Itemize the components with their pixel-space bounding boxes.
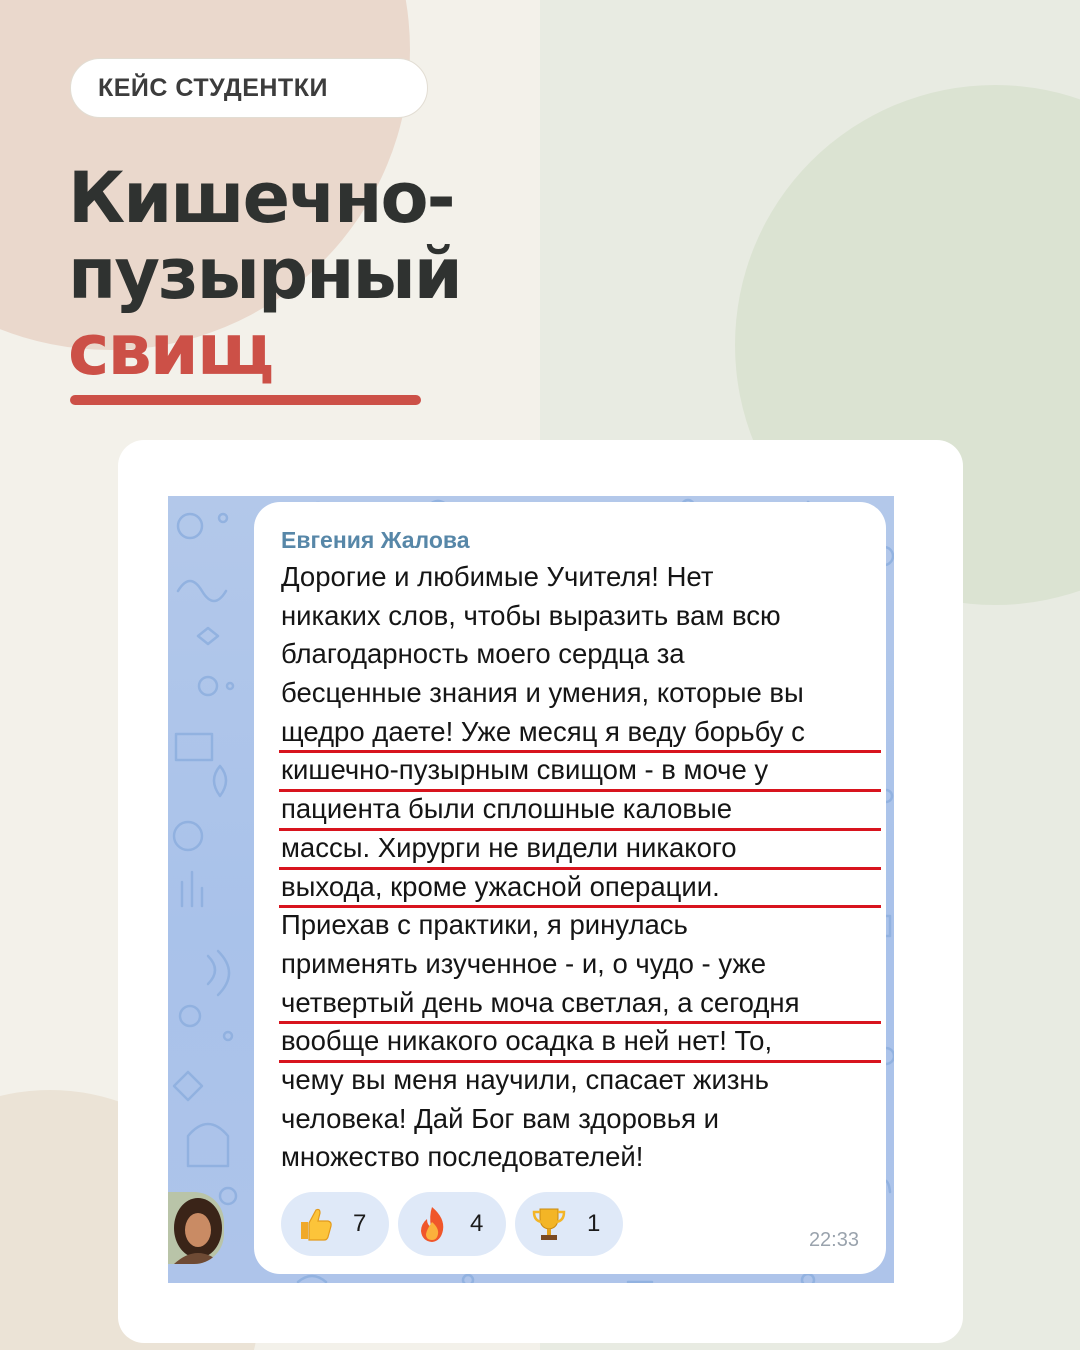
message-line: бесценные знания и умения, которые вы [281,677,804,709]
trophy-icon [529,1204,569,1244]
message-line: Дорогие и любимые Учителя! Нет [281,561,714,592]
message-line: пациента были сплошные каловые [281,790,881,829]
title-accent: свищ [68,309,273,391]
title-underline [70,395,421,405]
message-line: человека! Дай Бог вам здоровья и [281,1102,719,1134]
reactions-bar [281,1192,623,1256]
message-line: применять изученное - и, о чудо - уже [281,947,767,979]
message-line: благодарность моего сердца за [281,638,685,670]
message-line: вообще никакого осадка в ней нет! То, [281,1022,881,1061]
thumbs-up-icon [295,1204,335,1244]
page-title [68,157,461,391]
case-tag-label: КЕЙС СТУДЕНТКИ [98,73,328,102]
message-line: чему вы меня научили, спасает жизнь [281,1063,769,1095]
fire-icon [412,1204,452,1244]
message-line: массы. Хирурги не видели никакого [281,829,881,868]
message-line: выхода, кроме ужасной операции. [281,868,881,907]
reaction-count: 1 [587,1210,601,1237]
message-text [281,558,881,1177]
message-line: четвертый день моча светлая, а сегодня [281,984,881,1023]
message-line: щедро даете! Уже месяц я веду борьбу с [281,713,881,752]
message-line: никаких слов, чтобы выразить вам всю [281,599,781,631]
message-bubble [254,502,886,1274]
message-line: множество последователей! [281,1141,644,1173]
chat-screenshot [168,496,894,1283]
reaction-fire[interactable] [398,1192,506,1256]
message-line: кишечно-пузырным свищом - в моче у [281,751,881,790]
title-line-1: Кишечно- [68,157,454,239]
reaction-trophy[interactable] [515,1192,623,1256]
message-time: 22:33 [808,1229,859,1251]
title-line-2: пузырный [68,233,461,315]
message-line: Приехав с практики, я ринулась [281,909,688,941]
case-tag [70,58,428,118]
reaction-count: 4 [470,1210,484,1237]
avatar[interactable] [168,1192,224,1264]
reaction-count: 7 [353,1210,367,1237]
sender-name[interactable]: Евгения Жалова [281,527,470,553]
reaction-thumbs-up[interactable] [281,1192,389,1256]
